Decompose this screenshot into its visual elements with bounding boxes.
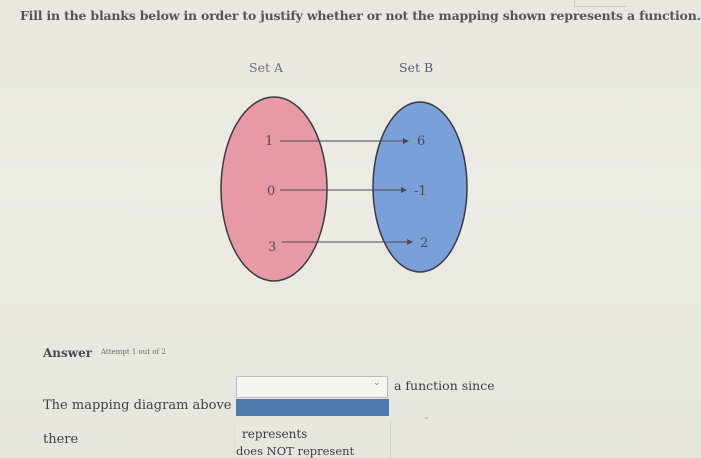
set-a-label: Set A — [249, 60, 283, 75]
dropdown-option-does-not-represent[interactable]: does NOT represent — [236, 444, 355, 458]
chevron-down-icon[interactable]: ⌄ — [423, 412, 430, 421]
sentence-part-1: The mapping diagram above — [43, 398, 232, 413]
set-b-element: -1 — [414, 184, 427, 199]
sentence-part-3: there — [43, 432, 79, 447]
corner-divider-vertical — [574, 0, 575, 7]
sentence-part-2: a function since — [394, 378, 495, 393]
represents-dropdown[interactable] — [236, 376, 388, 398]
set-a-element: 0 — [267, 184, 276, 199]
dropdown-menu-edge — [234, 420, 235, 458]
chevron-down-icon: ⌄ — [373, 378, 381, 388]
set-b-label: Set B — [399, 60, 434, 75]
mapping-diagram — [210, 95, 480, 295]
set-a-element: 3 — [268, 240, 277, 255]
attempt-counter: Attempt 1 out of 2 — [101, 348, 166, 356]
set-b-element: 6 — [417, 134, 426, 149]
dropdown-option-highlight[interactable] — [236, 399, 389, 416]
set-b-element: 2 — [420, 236, 429, 251]
set-a-element: 1 — [265, 134, 274, 149]
corner-divider — [575, 6, 626, 7]
dropdown-menu-edge — [390, 420, 391, 458]
answer-label: Answer — [43, 346, 93, 360]
instruction-text: Fill in the blanks below in order to justify whether or not the mapping shown represents a function. — [20, 8, 701, 23]
dropdown-option-represents[interactable]: represents — [242, 427, 308, 441]
